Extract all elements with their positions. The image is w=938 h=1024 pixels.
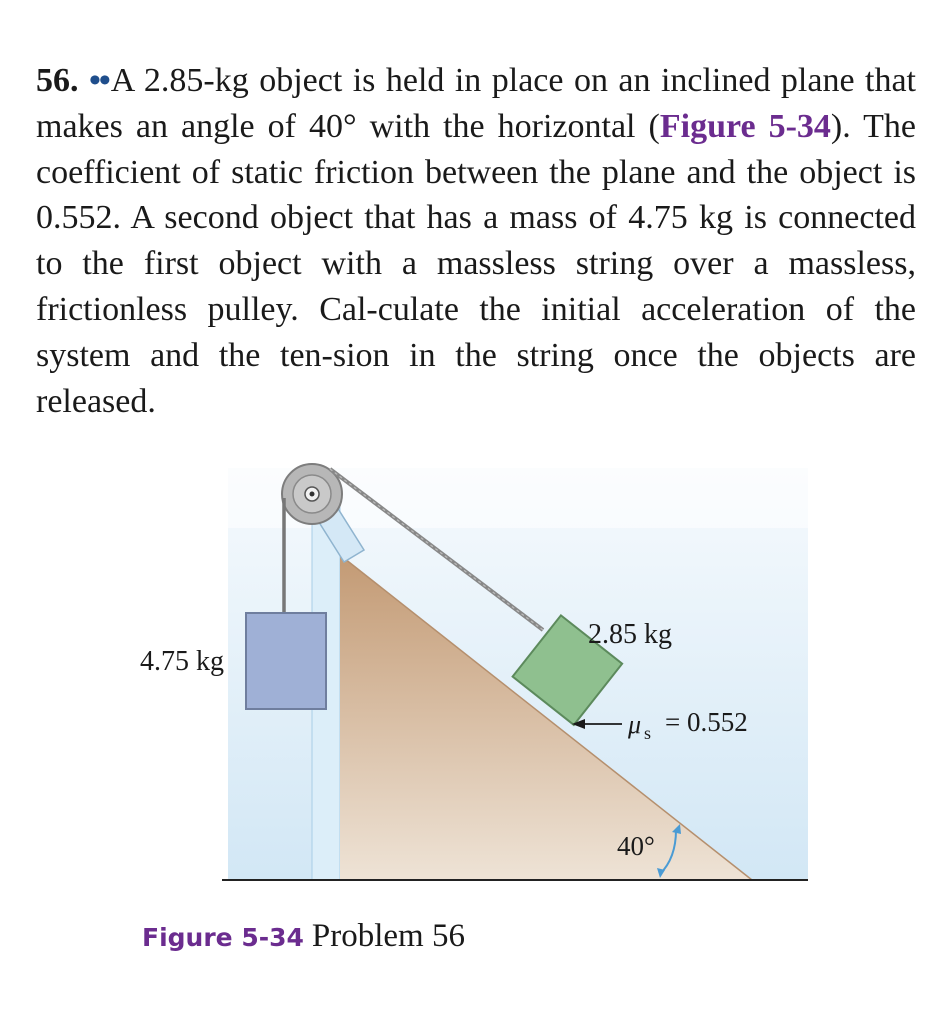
incline-mass-label: 2.85 kg: [588, 619, 672, 650]
mu-subscript: s: [644, 723, 652, 743]
mu-symbol: μ: [628, 710, 642, 739]
mu-value: = 0.552: [665, 707, 748, 737]
problem-text-start: A 2.85-kg object is held in place on an inclined plane that makes an angle of 40° with the horizontal (: [36, 62, 916, 145]
problem-text-end: ). The coefficient of static friction between the plane and the object is 0.552. A second object that has a mass of 4.75 kg is connected to the first object with a massless string over a massless, frictionless pulley. Cal-culate the initial acceleration of the system and the ten-sion in the string once the objects are released.: [36, 107, 916, 420]
difficulty-dots: ••: [88, 62, 109, 99]
caption-text: Problem 56: [311, 918, 465, 954]
figure-caption: [142, 918, 465, 955]
figure-reference-link[interactable]: Figure 5-34: [659, 107, 831, 145]
caption-label: Figure 5-34: [142, 923, 304, 952]
problem-number: 56.: [36, 62, 79, 99]
hanging-block: [246, 613, 326, 709]
angle-label: 40°: [617, 831, 655, 861]
hanging-mass-label: 4.75 kg: [140, 646, 224, 677]
